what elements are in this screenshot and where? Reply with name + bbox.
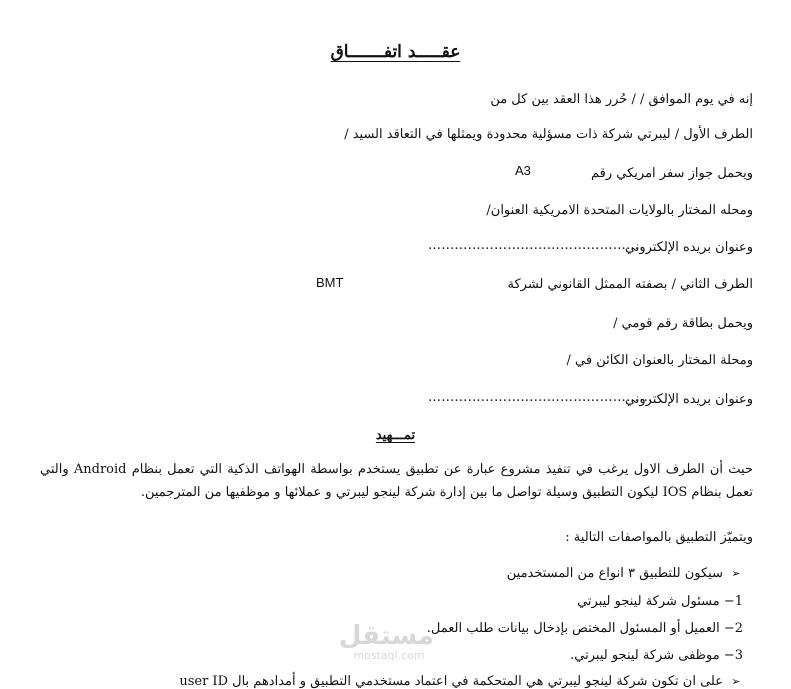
list-item <box>507 566 743 581</box>
second-party-address-line: ومحلة المختار بالعنوان الكائن في / <box>566 353 753 368</box>
first-party-email-label: وعنوان بريده الإلكتروني <box>624 240 753 255</box>
mostaql-watermark <box>338 621 434 662</box>
list-item: 3− موظفى شركة لينجو ليبرتي. <box>570 648 743 663</box>
first-party-email-dots: ………………………………………… <box>428 238 640 253</box>
bullet-text: على ان تكون شركة لينجو ليبرتي هي المتحكمة في اعتماد مستخدمي التطبيق و أمدادهم بال user ID <box>179 674 723 689</box>
arrow-bullet-icon: ➢ <box>731 675 741 688</box>
arrow-bullet-icon: ➢ <box>731 567 741 580</box>
watermark-logo-text: مستقل <box>338 621 434 651</box>
list-item: 2− العميل أو المسئول المختص بإدخال بيانات طلب العمل. <box>426 621 743 636</box>
passport-line: ويحمل جواز سفر امريكي رقم <box>591 166 753 181</box>
second-party-line: الطرف الثاني / بصفته الممثل القانوني لشركة <box>507 277 753 292</box>
second-party-email-label: وعنوان بريده الإلكتروني <box>624 392 753 407</box>
second-party-email-dots: …………………………………………… <box>428 390 653 405</box>
list-item: 1− مسئول شركة لينجو ليبرتي <box>577 594 743 609</box>
bullet-text: سيكون للتطبيق ٣ انواع من المستخدمين <box>506 566 723 581</box>
list-item <box>179 674 743 689</box>
preamble-title: تمـــهيد <box>375 428 416 443</box>
watermark-url: mostaql.com <box>353 649 425 662</box>
features-intro: ويتميّز التطبيق بالمواصفات التالية : <box>565 530 753 545</box>
national-id-line: ويحمل بطاقة رقم قومي / <box>613 316 753 331</box>
contract-title: عقـــــد اتفـــــــاق <box>330 42 461 62</box>
first-party-line: الطرف الأول / ليبرتي شركة ذات مسؤلية محدودة ويمثلها في التعاقد السيد / <box>344 127 753 142</box>
second-party-company: BMT <box>316 275 344 290</box>
first-party-address-line: ومحله المختار بالولايات المتحدة الامريكية العنوان/ <box>486 203 753 218</box>
contract-date-line: إنه في يوم الموافق / / حُرر هذا العقد بين كل من <box>490 92 753 107</box>
preamble-paragraph: حيث أن الطرف الاول يرغب في تنفيذ مشروع عبارة عن تطبيق يستخدم بواسطة الهواتف الذكية التي تعمل بنظام Android والتي تعمل بنظام IOS ليكون التطبيق وسيلة تواصل ما بين إدارة شركة لينجو ليبرتي و عملائها و موظفيها من المترجمين. <box>40 462 753 500</box>
passport-value: A3 <box>515 163 531 178</box>
